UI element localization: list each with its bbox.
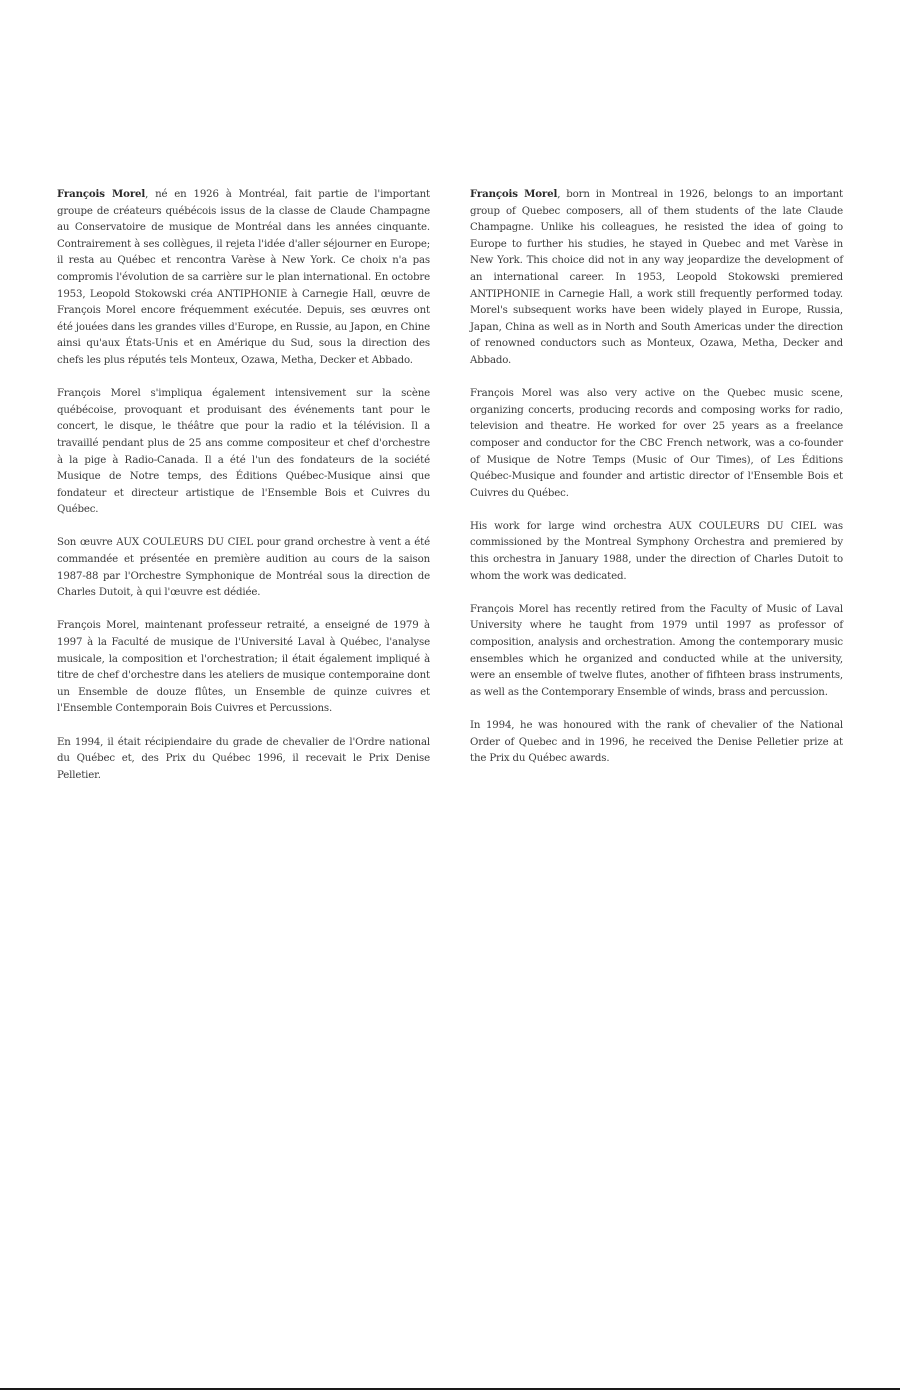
french-paragraph-1 [57,186,430,370]
english-paragraph-4: François Morel has recently retired from the Faculty of Music of Laval University where he taught from 1979 until 1997 as professor of composition, analysis and orchestration. Among the contemporary music ensembles which he organized and conducted while at the university, were an ensemble of twelve flutes, another of fifhteen brass instruments, as well as the Contemporary Ensemble of winds, brass and percussion. [470,603,843,698]
english-paragraph-5: In 1994, he was honoured with the rank of chevalier of the National Order of Quebec and in 1996, he received the Denise Pelletier prize at the Prix du Québec awards. [470,720,843,765]
french-paragraph-4: François Morel, maintenant professeur retraité, a enseigné de 1979 à 1997 à la Faculté de musique de l'Université Laval à Québec, l'analyse musicale, la composition et l'orchestration; il était également impliqué à titre de chef d'orchestre dans les ateliers de musique contemporaine dont un Ensemble de douze flûtes, un Ensemble de quinze cuivres et l'Ensemble Contemporain Bois Cuivres et Percussions. [57,620,430,715]
french-biography-column [57,186,430,801]
french-paragraph-5: En 1994, il était récipiendaire du grade de chevalier de l'Ordre national du Québec et, des Prix du Québec 1996, il recevait le Prix Denise Pelletier. [57,736,430,781]
english-paragraph-1-text: , born in Montreal in 1926, belongs to an important group of Quebec composers, all of them students of the late Claude Champagne. Unlike his colleagues, he resisted the idea of going to Europe to further his studies, he stayed in Quebec and met Varèse in New York. This choice did not in any way jeopardize the development of an international career. In 1953, Leopold Stokowski premiered ANTIPHONIE in Carnegie Hall, a work still frequently performed today. Morel's subsequent works have been widely played in Europe, Russia, Japan, China as well as in North and South Americas under the direction of renowned conductors such as Monteux, Ozawa, Metha, Decker and Abbado. [470,189,843,366]
french-composer-name: François Morel [57,188,146,200]
english-paragraph-2: François Morel was also very active on the Quebec music scene, organizing concerts, producing records and composing works for radio, television and theatre. He worked for over 25 years as a freelance composer and conductor for the CBC French network, was a co-founder of Musique de Notre Temps (Music of Our Times), of Les Éditions Québec-Musique and founder and artistic director of l'Ensemble Bois et Cuivres du Québec. [470,388,843,499]
french-paragraph-3: Son œuvre AUX COULEURS DU CIEL pour grand orchestre à vent a été commandée et présentée en première audition au cours de la saison 1987-88 par l'Orchestre Symphonique de Montréal sous la direction de Charles Dutoit, à qui l'œuvre est dédiée. [57,537,430,599]
french-paragraph-1-text: , né en 1926 à Montréal, fait partie de l'important groupe de créateurs québécois issus de la classe de Claude Champagne au Conservatoire de musique de Montréal dans les années cinquante. Contrairement à ses collègues, il rejeta l'idée d'aller séjourner en Europe; il resta au Québec et rencontra Varèse à New York. Ce choix n'a pas compromis l'évolution de sa carrière sur le plan international. En octobre 1953, Leopold Stokowski créa ANTIPHONIE à Carnegie Hall, œuvre de François Morel encore fréquemment exécutée. Depuis, ses œuvres ont été jouées dans les grandes villes d'Europe, en Russie, au Japon, en Chine ainsi qu'aux États-Unis et en Amérique du Sud, sous la direction des chefs les plus réputés tels Monteux, Ozawa, Metha, Decker et Abbado. [57,189,430,366]
french-paragraph-2: François Morel s'impliqua également intensivement sur la scène québécoise, provoquant et produisant des événements tant pour le concert, le disque, le théâtre que pour la radio et la télévision. Il a travaillé pendant plus de 25 ans comme compositeur et chef d'orchestre à la pige à Radio-Canada. Il a été l'un des fondateurs de la société Musique de Notre temps, des Éditions Québec-Musique ainsi que fondateur et directeur artistique de l'Ensemble Bois et Cuivres du Québec. [57,388,430,516]
english-paragraph-1 [470,186,843,370]
english-composer-name: François Morel [470,188,558,200]
english-paragraph-3: His work for large wind orchestra AUX COULEURS DU CIEL was commissioned by the Montreal Symphony Orchestra and premiered by this orchestra in January 1988, under the direction of Charles Dutoit to whom the work was dedicated. [470,520,843,582]
english-biography-column [470,186,843,784]
